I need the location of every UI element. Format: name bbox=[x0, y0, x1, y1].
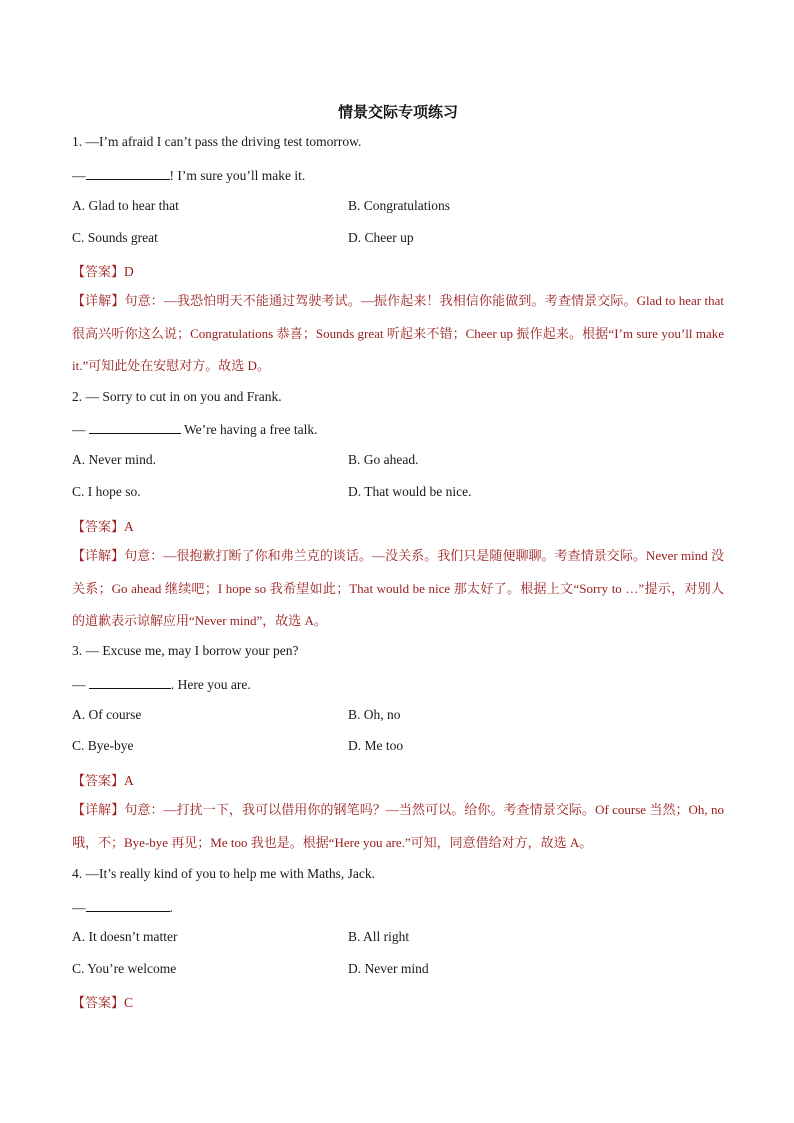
question-1-option-a: A. Glad to hear that bbox=[72, 198, 179, 213]
question-1-option-b: B. Congratulations bbox=[348, 198, 450, 213]
answer-tag: 【答案】 bbox=[72, 774, 125, 789]
question-2-detail bbox=[72, 540, 724, 637]
answer-tag: 【答案】 bbox=[72, 996, 125, 1011]
question-4-response bbox=[72, 898, 173, 916]
question-2-answer bbox=[72, 516, 134, 535]
response-text: ! I’m sure you’ll make it. bbox=[169, 168, 306, 183]
question-3-prompt: 3. — Excuse me, may I borrow your pen? bbox=[72, 643, 299, 658]
answer-value: A bbox=[124, 519, 134, 534]
question-1-option-d: D. Cheer up bbox=[348, 230, 414, 245]
dash: — bbox=[72, 677, 89, 692]
answer-blank bbox=[86, 898, 170, 912]
question-2-option-b: B. Go ahead. bbox=[348, 452, 419, 467]
answer-blank bbox=[86, 166, 170, 180]
detail-text: 句意：—很抱歉打断了你和弗兰克的谈话。—没关系。我们只是随便聊聊。考查情景交际。Never mind 没关系；Go ahead 继续吧；I hope so 我希望如此；That would be nice 那太好了。根据上文“Sorry to …”提示，对别人的道歉表示谅解应用“Never mind”，故选 A。 bbox=[72, 548, 724, 628]
question-1-answer bbox=[72, 261, 134, 280]
question-4-answer bbox=[72, 992, 133, 1011]
answer-blank bbox=[89, 420, 181, 434]
question-3-option-c: C. Bye-bye bbox=[72, 738, 134, 753]
detail-text: 句意：—打扰一下，我可以借用你的钢笔吗？—当然可以。给你。考查情景交际。Of course 当然；Oh, no 哦，不；Bye-bye 再见；Me too 我也是。根据“Here you are.”可知，同意借给对方，故选 A。 bbox=[72, 802, 724, 850]
question-2-option-d: D. That would be nice. bbox=[348, 484, 472, 499]
question-2-option-a: A. Never mind. bbox=[72, 452, 156, 467]
question-4-prompt: 4. —It’s really kind of you to help me with Maths, Jack. bbox=[72, 866, 375, 881]
question-4-option-c: C. You’re welcome bbox=[72, 961, 177, 976]
question-1-option-c: C. Sounds great bbox=[72, 230, 158, 245]
answer-blank bbox=[89, 675, 171, 689]
question-2-prompt: 2. — Sorry to cut in on you and Frank. bbox=[72, 389, 282, 404]
detail-tag: 【详解】 bbox=[72, 549, 125, 564]
question-3-answer bbox=[72, 770, 134, 789]
question-3-response bbox=[72, 675, 251, 693]
question-1-response bbox=[72, 166, 305, 184]
question-3-detail bbox=[72, 794, 724, 859]
detail-tag: 【详解】 bbox=[72, 803, 125, 818]
dash: — bbox=[72, 422, 89, 437]
detail-text: 句意：—我恐怕明天不能通过驾驶考试。—振作起来！我相信你能做到。考查情景交际。Glad to hear that 很高兴听你这么说；Congratulations 恭喜；Sounds great 听起来不错；Cheer up 振作起来。根据“I’m sure you’ll make it.”可知此处在安慰对方。故选 D。 bbox=[72, 293, 724, 373]
question-3-option-a: A. Of course bbox=[72, 707, 142, 722]
answer-value: A bbox=[124, 773, 134, 788]
question-2-response bbox=[72, 420, 317, 438]
question-1-prompt: 1. —I’m afraid I can’t pass the driving test tomorrow. bbox=[72, 134, 362, 149]
answer-value: C bbox=[124, 995, 134, 1010]
response-text: . bbox=[169, 900, 173, 915]
dash: — bbox=[72, 900, 86, 915]
question-2-option-c: C. I hope so. bbox=[72, 484, 141, 499]
answer-tag: 【答案】 bbox=[72, 265, 125, 280]
dash: — bbox=[72, 168, 86, 183]
response-text: We’re having a free talk. bbox=[180, 422, 318, 437]
question-1-detail bbox=[72, 285, 724, 382]
question-3-option-d: D. Me too bbox=[348, 738, 404, 753]
question-3-option-b: B. Oh, no bbox=[348, 707, 401, 722]
question-4-option-a: A. It doesn’t matter bbox=[72, 929, 178, 944]
question-4-option-d: D. Never mind bbox=[348, 961, 429, 976]
response-text: . Here you are. bbox=[170, 677, 251, 692]
page-title: 情景交际专项练习 bbox=[337, 103, 458, 121]
answer-tag: 【答案】 bbox=[72, 520, 125, 535]
detail-tag: 【详解】 bbox=[72, 294, 125, 309]
answer-value: D bbox=[124, 264, 134, 279]
question-4-option-b: B. All right bbox=[348, 929, 410, 944]
